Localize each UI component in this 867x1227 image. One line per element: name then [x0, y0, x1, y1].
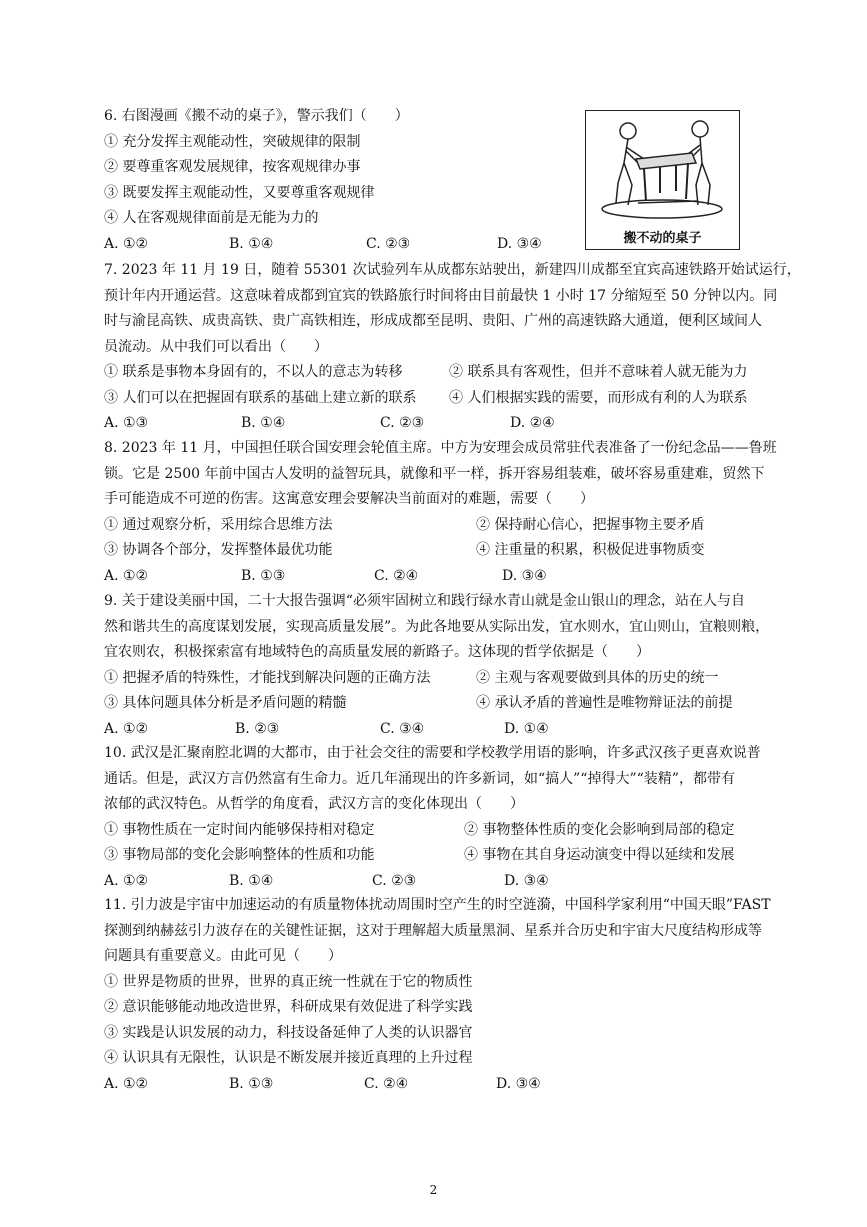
answer-d: D. ②④	[510, 415, 555, 431]
option-row	[104, 513, 777, 539]
question-6	[104, 104, 542, 257]
answer-b: B. ①③	[241, 567, 286, 584]
answer-d: D. ③④	[502, 567, 547, 584]
option-3: ③ 实践是认识发展的动力，科技设备延伸了人类的认识器官	[104, 1024, 473, 1041]
option-row	[104, 843, 761, 869]
question-8	[104, 436, 777, 589]
answer-b: B. ①④	[229, 872, 274, 889]
answer-d: D. ③④	[504, 872, 549, 889]
answer-c: C. ③④	[380, 720, 425, 737]
answer-c: C. ②④	[374, 567, 419, 584]
answer-c: C. ②③	[380, 415, 425, 431]
answer-d: D. ③④	[496, 1075, 541, 1092]
question-stem-line: 8. 2023 年 11 月，中国担任联合国安理会轮值主席。中方为安理会成员常驻代表准备了一份纪念品——鲁班	[104, 440, 777, 456]
question-10	[104, 741, 761, 894]
question-7	[104, 258, 801, 437]
answer-a: A. ①②	[104, 720, 149, 737]
question-stem-line: 预计年内开通运营。这意味着成都到宜宾的铁路旅行时间将由目前最快 1 小时 17 分缩短至 50 分钟以内。同	[104, 287, 778, 304]
question-stem-line: 锁。它是 2500 年前中国古人发明的益智玩具，就像和平一样，拆开容易组装难，破坏容易重建难，贸然下	[104, 465, 765, 482]
option-4: ④ 认识具有无限性，认识是不断发展并接近真理的上升过程	[104, 1050, 473, 1066]
answer-d: D. ③④	[497, 235, 542, 252]
answer-row	[104, 869, 761, 895]
option-1: ① 联系是事物本身固有的，不以人的意志为转移	[104, 364, 403, 380]
option-3: ③ 具体问题具体分析是矛盾问题的精髓	[104, 695, 347, 711]
option-4: ④ 人们根据实践的需要，而形成有利的人为联系	[449, 389, 748, 406]
answer-a: A. ①②	[104, 235, 149, 252]
answer-a: A. ①③	[104, 415, 149, 431]
question-stem-line: 浓郁的武汉特色。从哲学的角度看，武汉方言的变化体现出（ ）	[104, 796, 524, 812]
option-3: ③ 人们可以在把握固有联系的基础上建立新的联系	[104, 389, 417, 406]
question-stem-line: 通话。但是，武汉方言仍然富有生命力。近几年涌现出的许多新词，如“搞人”“掉得大”“装精”，都带有	[104, 770, 735, 787]
option-2: ② 保持耐心信心，把握事物主要矛盾	[476, 516, 705, 533]
question-stem-line: 探测到纳赫兹引力波存在的关键性证据，这对于理解超大质量黑洞、星系并合历史和宇宙大尺度结构形成等	[104, 922, 762, 939]
option-1: ① 充分发挥主观能动性，突破规律的限制	[104, 133, 361, 150]
answer-a: A. ①②	[104, 567, 149, 584]
question-stem-line: 7. 2023 年 11 月 19 日，随着 55301 次试验列车从成都东站驶出，新建四川成都至宜宾高速铁路开始试运行，	[104, 262, 801, 278]
cartoon-caption: 搬不动的桌子	[623, 231, 702, 246]
question-stem-line: 然和谐共生的高度谋划发展，实现高质量发展”。为此各地要从实际出发，宜水则水，宜山则山，宜粮则粮，	[104, 618, 770, 635]
option-2: ② 意识能够能动地改造世界，科研成果有效促进了科学实践	[104, 999, 473, 1015]
answer-a: A. ①②	[104, 1075, 149, 1092]
option-4: ④ 注重量的积累，积极促进事物质变	[476, 542, 705, 558]
option-3: ③ 既要发挥主观能动性，又要尊重客观规律	[104, 184, 375, 201]
option-2: ② 主观与客观要做到具体的历史的统一	[476, 669, 719, 686]
option-row	[104, 691, 769, 717]
answer-row	[104, 232, 542, 258]
answer-d: D. ①④	[504, 720, 549, 737]
question-9	[104, 589, 769, 742]
answer-b: B. ①③	[229, 1075, 274, 1092]
option-1: ① 事物性质在一定时间内能够保持相对稳定	[104, 821, 375, 838]
question-stem-line: 宜农则农，积极探索富有地域特色的高质量发展的新路子。这体现的哲学依据是（ ）	[104, 644, 650, 660]
answer-b: B. ①④	[229, 235, 274, 252]
option-row	[104, 386, 801, 412]
question-stem: 6. 右图漫画《搬不动的桌子》，警示我们（ ）	[104, 108, 409, 124]
option-3: ③ 事物局部的变化会影响整体的性质和功能	[104, 847, 375, 863]
page-number: 2	[429, 1183, 438, 1197]
answer-row	[104, 717, 769, 743]
answer-b: B. ②③	[235, 720, 280, 737]
question-stem-line: 11. 引力波是宇宙中加速运动的有质量物体扰动周围时空产生的时空涟漪，中国科学家利用“中国天眼”FAST	[104, 897, 771, 913]
moving-table-cartoon	[585, 110, 740, 250]
question-stem-line: 员流动。从中我们可以看出（ ）	[104, 338, 328, 355]
option-row	[104, 666, 769, 692]
question-stem-line: 问题具有重要意义。由此可见（ ）	[104, 948, 342, 964]
question-11	[104, 893, 771, 1097]
option-1: ① 通过观察分析，采用综合思维方法	[104, 516, 333, 533]
option-3: ③ 协调各个部分，发挥整体最优功能	[104, 542, 333, 558]
option-1: ① 把握矛盾的特殊性，才能找到解决问题的正确方法	[104, 669, 431, 686]
question-stem-line: 时与渝昆高铁、成贵高铁、贵广高铁相连，形成成都至昆明、贵阳、广州的高速铁路大通道，便利区域间人	[104, 313, 762, 329]
option-row	[104, 538, 777, 564]
answer-row	[104, 564, 777, 590]
option-4: ④ 承认矛盾的普遍性是唯物辩证法的前提	[476, 695, 733, 711]
question-stem-line: 9. 关于建设美丽中国，二十大报告强调“必须牢固树立和践行绿水青山就是金山银山的理念，站在人与自	[104, 593, 745, 609]
answer-a: A. ①②	[104, 872, 149, 889]
answer-c: C. ②③	[372, 872, 417, 889]
moving-table-cartoon-icon	[588, 113, 736, 225]
option-4: ④ 人在客观规律面前是无能为力的	[104, 210, 319, 226]
option-4: ④ 事物在其自身运动演变中得以延续和发展	[464, 847, 735, 863]
option-2: ② 联系具有客观性，但并不意味着人就无能为力	[449, 364, 748, 380]
answer-row	[104, 1072, 771, 1098]
answer-c: C. ②③	[366, 235, 411, 252]
option-row	[104, 818, 761, 844]
answer-b: B. ①④	[241, 415, 286, 431]
option-2: ② 要尊重客观发展规律，按客观规律办事	[104, 159, 361, 175]
question-stem-line: 手可能造成不可逆的伤害。这寓意安理会要解决当前面对的难题，需要（ ）	[104, 491, 594, 507]
option-row	[104, 360, 801, 386]
answer-c: C. ②④	[364, 1075, 409, 1092]
option-1: ① 世界是物质的世界，世界的真正统一性就在于它的物质性	[104, 973, 473, 990]
option-2: ② 事物整体性质的变化会影响到局部的稳定	[464, 821, 735, 838]
answer-row	[104, 411, 801, 437]
question-stem-line: 10. 武汉是汇聚南腔北调的大都市，由于社会交往的需要和学校教学用语的影响，许多武汉孩子更喜欢说普	[104, 745, 761, 761]
